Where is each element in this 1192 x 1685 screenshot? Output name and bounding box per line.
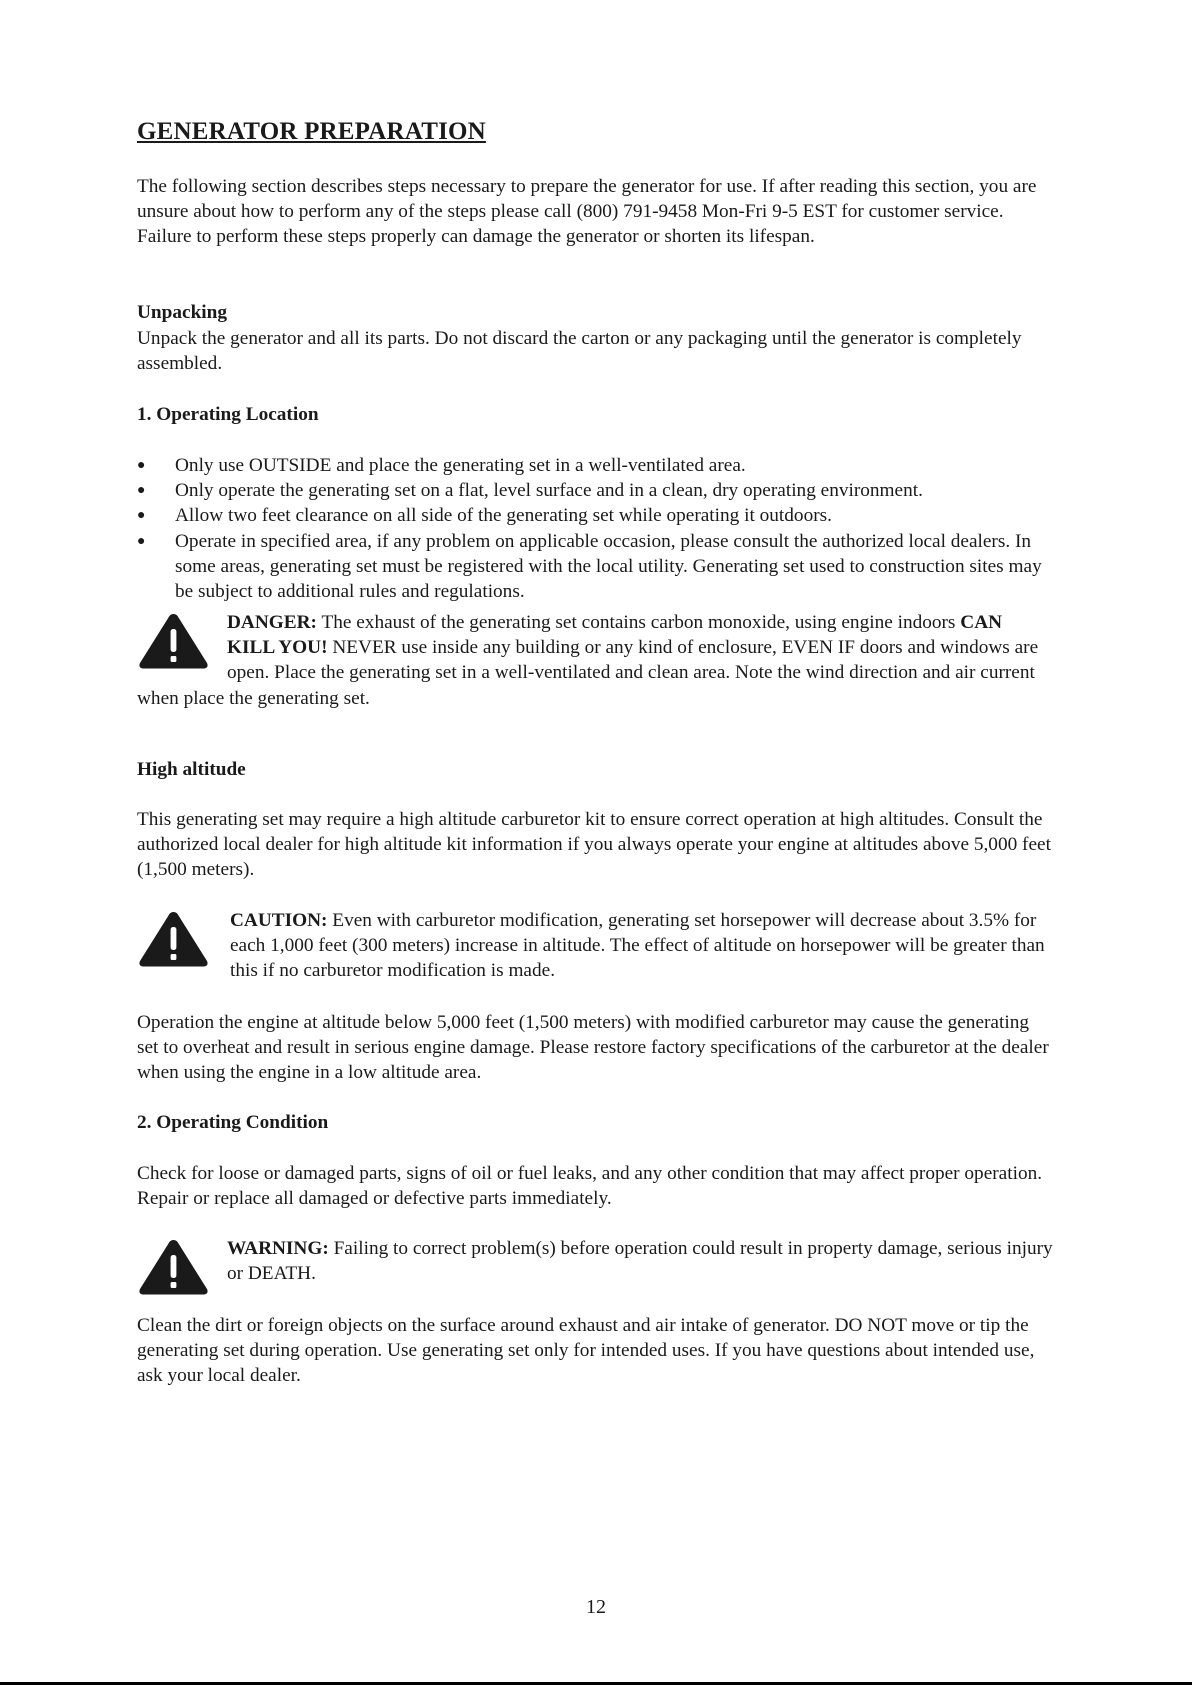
caution-label: CAUTION: [230,910,328,931]
operating-location-list [137,453,1054,604]
list-item [137,529,1054,605]
low-altitude-paragraph: Operation the engine at altitude below 5,000 feet (1,500 meters) with modified carburetor may cause the generating set to overheat and result in serious engine damage. Please restore factory specifications of the carburetor at the dealer when using the engine in a low altitude area. [137,1012,1049,1084]
warning-text: Failing to correct problem(s) before operation could result in property damage, serious injury or DEATH. [227,1238,1053,1285]
list-item-text: Operate in specified area, if any problem on applicable occasion, please consult the authorized local dealers. In some areas, generating set must be registered with the local utility. Generating set used to construction sites may be subject to additional rules and regulations. [175,530,1042,603]
page-title: GENERATOR PREPARATION [137,118,486,145]
cleaning-paragraph: Clean the dirt or foreign objects on the surface around exhaust and air intake of generator. DO NOT move or tip the generating set during operation. Use generating set only for intended uses. If you have questions about intended use, ask your local dealer. [137,1315,1035,1387]
danger-notice [137,610,1054,711]
warning-label: WARNING: [227,1238,329,1259]
list-item [137,478,1054,503]
danger-label: DANGER: [227,612,317,633]
unpacking-heading: Unpacking [137,302,228,323]
operating-condition-heading: 2. Operating Condition [137,1112,329,1133]
intro-paragraph: The following section describes steps necessary to prepare the generator for use. If after reading this section, you are unsure about how to perform any of the steps please call (800) 791-9458 Mon-Fri 9-5 EST for customer service. Failure to perform these steps properly can damage the generator or shorten its lifespan. [137,176,1037,248]
caution-text: Even with carburetor modification, generating set horsepower will decrease about 3.5% for each 1,000 feet (300 meters) increase in altitude. The effect of altitude on horsepower will be greater than this if no carburetor modification is made. [230,910,1045,982]
bullet-icon: ● [137,458,146,473]
warning-triangle-icon [137,612,210,670]
list-item [137,453,1054,478]
caution-notice [137,908,1054,984]
danger-text-continued: NEVER use inside any building or any kind of enclosure, EVEN IF doors and windows are open. Place the generating set in a well-ventilated and clean area. Note the wind direction and air current when place the generating set. [137,637,1039,709]
warning-triangle-icon [137,910,210,968]
warning-notice [137,1236,1054,1296]
danger-text: The exhaust of the generating set contains carbon monoxide, using engine indoors [316,612,961,633]
warning-triangle-icon [137,1238,210,1296]
unpacking-paragraph: Unpack the generator and all its parts. Do not discard the carton or any packaging until the generator is completely assembled. [137,328,1022,375]
high-altitude-heading: High altitude [137,759,246,780]
page-number: 12 [586,1596,606,1618]
list-item [137,503,1054,528]
bullet-icon: ● [137,533,146,549]
list-item-text: Only use OUTSIDE and place the generating set in a well-ventilated area. [175,455,746,476]
list-item-text: Allow two feet clearance on all side of the generating set while operating it outdoors. [175,505,832,527]
bullet-icon: ● [137,483,146,499]
danger-emphasis: CAN KILL YOU! [227,612,1003,659]
operating-location-heading: 1. Operating Location [137,404,319,425]
high-altitude-paragraph: This generating set may require a high altitude carburetor kit to ensure correct operation at high altitudes. Consult the authorized local dealer for high altitude kit information if you always operate your engine at altitudes above 5,000 feet (1,500 meters). [137,809,1051,881]
operating-condition-paragraph: Check for loose or damaged parts, signs of oil or fuel leaks, and any other condition that may affect proper operation. Repair or replace all damaged or defective parts immediately. [137,1163,1043,1210]
bullet-icon: ● [137,508,146,524]
list-item-text: Only operate the generating set on a flat, level surface and in a clean, dry operating environment. [175,480,923,502]
